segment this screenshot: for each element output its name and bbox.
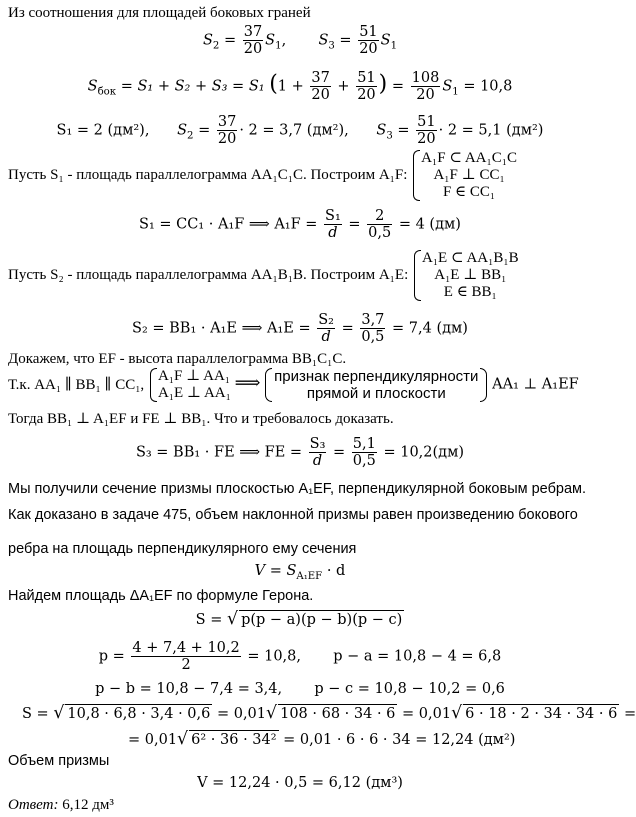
differences-formula: p − b = 10,8 − 7,4 = 3,4, p − c = 10,8 − 10,2 = 0,6 [95, 681, 505, 697]
answer-value: 6,12 дм³ [62, 797, 114, 813]
semiperimeter-formula: p = $\frac{4 + 7,4 + 10,2}{2}$ = 10,8, p − a = 10,8 − 4 = 6,8 [98, 640, 502, 673]
sbok-formula: $S_{бок} = S_1 + S_2 + S_3 = S_1$ (1 + $\frac{37}{20}$ + $\frac{51}{20}$ ) = $\frac{108}{20}$ $S_1 = 10,8$ [87, 70, 513, 103]
then-text: Тогда BB₁ ⊥ A₁EF и FE ⊥ BB₁. Что и требовалось доказать. [8, 411, 394, 427]
area-calc-2: = 0,01√ 6² · 36 · 34² = 0,01 · 6 · 6 · 34 = 12,24 (дм²) [128, 729, 516, 749]
answer-label: Ответ: [8, 797, 59, 813]
ratio-formula: $S_2$ = $\frac{37}{20}$ $S_1$, $S_3$ = $\frac{51}{20}$ $S_1$ [202, 24, 398, 57]
volume-result: V = 12,24 · 0,5 = 6,12 (дм³) [197, 775, 403, 791]
s2-formula: S₂ = BB₁ · A₁E ⟹ A₁E = $\frac{\text{S₂}}{d}$ = $\frac{3,7}{0,5}$ = 7,4 (дм) [132, 312, 468, 345]
s1-formula: S₁ = CC₁ · A₁F ⟹ A₁F = $\frac{\text{S₁}}{d}$ = $\frac{2}{0,5}$ = 4 (дм) [139, 208, 461, 241]
volume-text: Объем призмы [8, 753, 110, 769]
section-text: Мы получили сечение призмы плоскостью A₁EF, перпендикулярной боковым ребрам. [8, 481, 587, 497]
since-statement: Т.к. AA₁ ∥ BB₁ ∥ CC₁, A₁F ⊥ AA₁ A₁E ⊥ AA₁ ⟹ признак перпендикулярности прямой и плоскости AA₁ ⊥ A₁EF [8, 368, 579, 402]
area-calc-1: S = √ 10,8 · 6,8 · 3,4 · 0,6 = 0,01√ 108 · 68 · 34 · 6 = 0,01√ 6 · 18 · 2 · 34 · 34 · 6 = [22, 703, 636, 723]
theorem-text: Как доказано в задаче 475, объем наклонной призмы равен произведению бокового [8, 507, 578, 523]
let-s2-text: Пусть S₂ - площадь параллелограмма AA₁B₁B. Построим A₁E: A₁E ⊂ AA₁B₁B A₁E ⊥ BB₁ E ∈ BB₁ [8, 250, 519, 300]
system-a1e: A₁E ⊂ AA₁B₁B A₁E ⊥ BB₁ E ∈ BB₁ [412, 250, 519, 301]
s3-formula: S₃ = BB₁ · FE ⟹ FE = $\frac{\text{S₃}}{d}$ = $\frac{5,1}{0,5}$ = 10,2(дм) [135, 436, 465, 469]
let-s1-text: Пусть S₁ - площадь параллелограмма AA₁C₁C. Построим A₁F: A₁F ⊂ AA₁C₁C A₁F ⊥ CC₁ F ∈ CC₁ [8, 150, 517, 200]
s-values-formula: S₁ = 2 (дм²), $S_2$ = $\frac{37}{20}$ · 2 = 3,7 (дм²), $S_3$ = $\frac{51}{20}$ · 2 = 5,1 (дм²) [56, 114, 544, 147]
answer [8, 796, 114, 814]
system-a1f: A₁F ⊂ AA₁C₁C A₁F ⊥ CC₁ F ∈ CC₁ [411, 150, 517, 201]
prove-text: Докажем, что EF - высота параллелограмма BB₁C₁C. [8, 351, 347, 367]
system-perp: A₁F ⊥ AA₁ A₁E ⊥ AA₁ [148, 368, 231, 402]
theorem-text-cont: ребра на площадь перпендикулярного ему сечения [8, 541, 357, 557]
volume-formula: $V = S_{A_1EF} \cdot d$ [254, 563, 346, 582]
criterion-label: признак перпендикулярности прямой и плоскости [264, 368, 488, 402]
intro-text: Из соотношения для площадей боковых граней [8, 5, 311, 21]
heron-text: Найдем площадь ΔA₁EF по формуле Герона. [8, 588, 314, 604]
heron-formula: S = √ p(p − a)(p − b)(p − c) [195, 609, 403, 629]
